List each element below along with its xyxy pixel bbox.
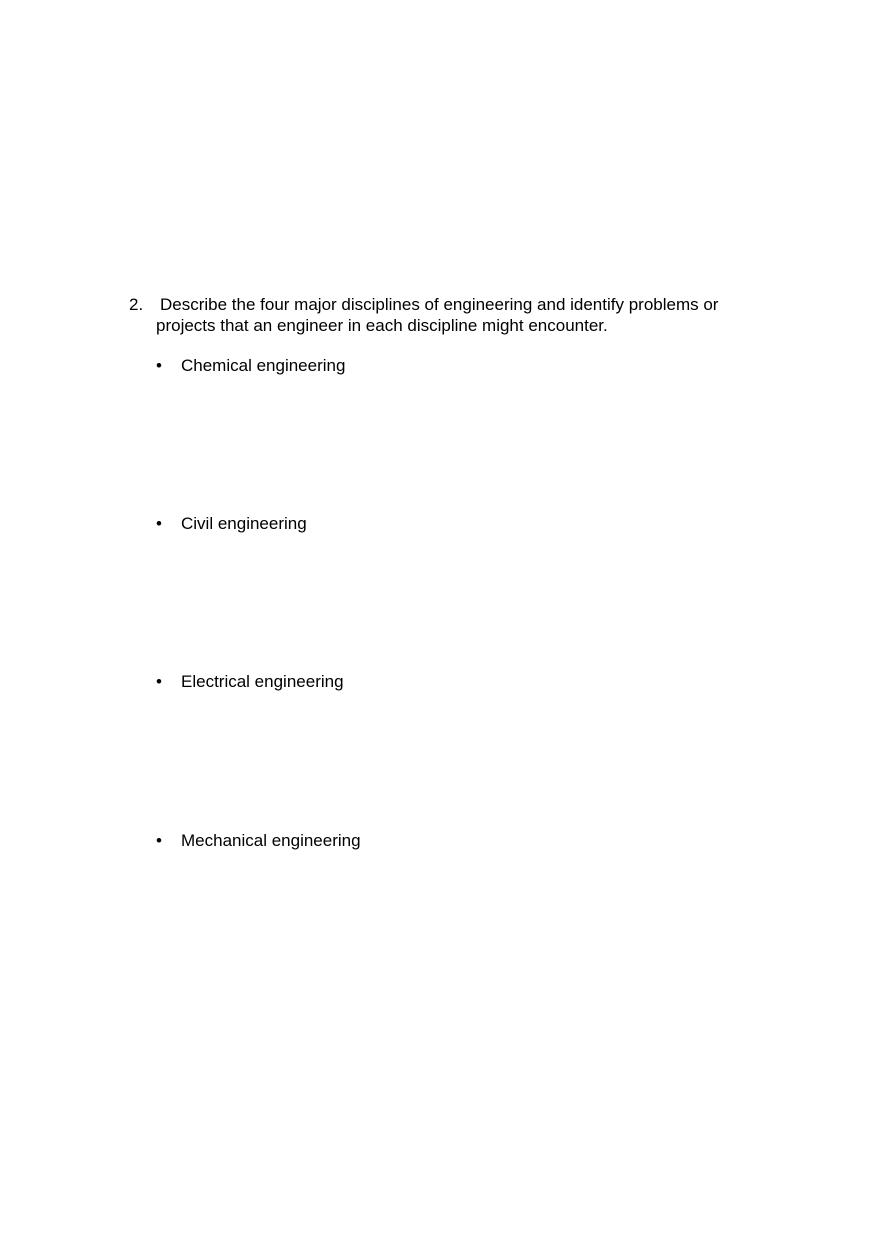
question-text: Describe the four major disciplines of engineering and identify problems or projects that an engineer in each discipline might encounter. — [156, 295, 719, 335]
discipline-item-civil — [153, 513, 553, 534]
discipline-label: Mechanical engineering — [181, 831, 361, 850]
discipline-label: Electrical engineering — [181, 672, 344, 691]
discipline-item-mechanical — [153, 830, 553, 851]
question-number: 2. — [129, 295, 144, 314]
bullet-icon: • — [156, 356, 162, 375]
discipline-item-chemical — [153, 355, 553, 376]
bullet-icon: • — [156, 514, 162, 533]
question-2 — [129, 294, 749, 336]
bullet-icon: • — [156, 831, 162, 850]
discipline-item-electrical — [153, 671, 553, 692]
bullet-icon: • — [156, 672, 162, 691]
discipline-label: Chemical engineering — [181, 356, 346, 375]
discipline-label: Civil engineering — [181, 514, 307, 533]
